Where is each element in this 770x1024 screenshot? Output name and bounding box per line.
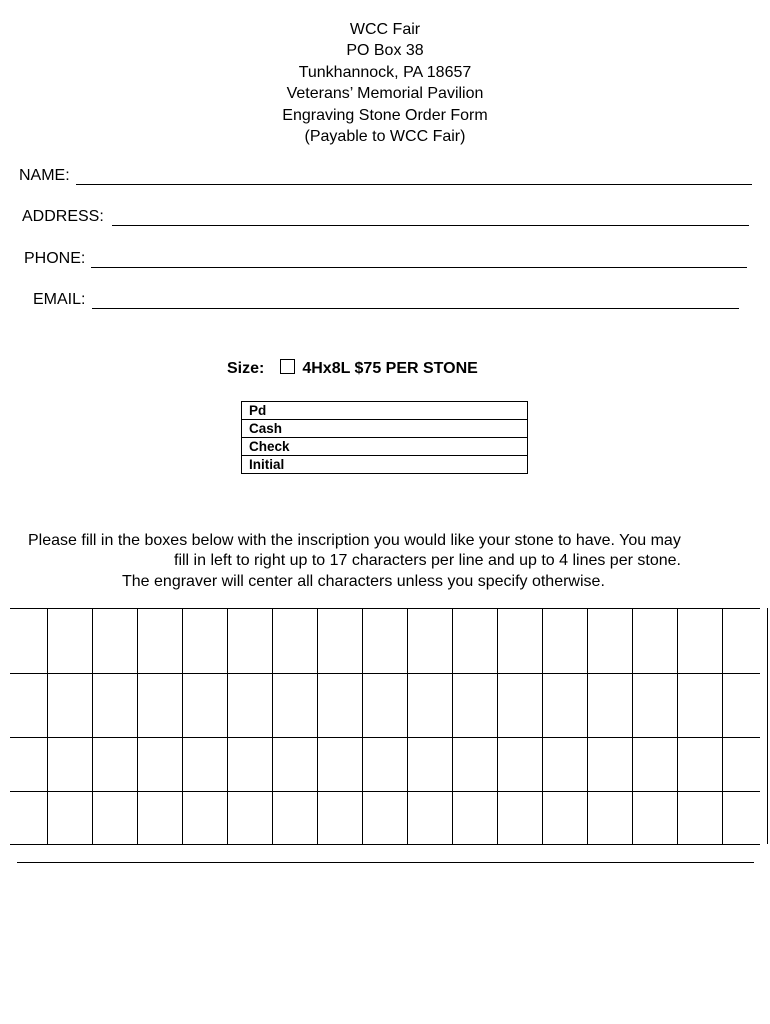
inscription-cell[interactable] <box>138 674 182 737</box>
inscription-cell[interactable] <box>93 738 137 791</box>
inscription-cell[interactable] <box>408 674 452 737</box>
inscription-cell[interactable] <box>543 792 587 844</box>
inscription-cell[interactable] <box>543 674 587 737</box>
inscription-cell[interactable] <box>183 738 227 791</box>
inscription-cell[interactable] <box>183 792 227 844</box>
inscription-cell[interactable] <box>138 609 182 673</box>
inscription-cell[interactable] <box>498 609 542 673</box>
inscription-cell[interactable] <box>678 738 722 791</box>
inscription-cell[interactable] <box>498 792 542 844</box>
inscription-cell[interactable] <box>183 609 227 673</box>
inscription-cell[interactable] <box>48 674 92 737</box>
inscription-cell[interactable] <box>363 738 407 791</box>
inscription-cell[interactable] <box>633 738 677 791</box>
inscription-grid <box>10 608 760 844</box>
email-label: EMAIL: <box>33 291 86 308</box>
inscription-cell[interactable] <box>588 792 632 844</box>
inscription-cell[interactable] <box>363 674 407 737</box>
inscription-cell[interactable] <box>723 738 767 791</box>
inscription-cell[interactable] <box>363 609 407 673</box>
inscription-cell[interactable] <box>453 792 497 844</box>
inscription-cell[interactable] <box>273 674 317 737</box>
inscription-cell[interactable] <box>678 609 722 673</box>
phone-line[interactable] <box>91 267 747 268</box>
inscription-cell[interactable] <box>318 609 362 673</box>
inscription-cell[interactable] <box>408 609 452 673</box>
table-row <box>242 402 528 420</box>
inscription-cell[interactable] <box>318 674 362 737</box>
address-label: ADDRESS: <box>22 208 104 225</box>
inscription-cell[interactable] <box>723 609 767 673</box>
org-name: WCC Fair <box>349 21 421 38</box>
inscription-cell[interactable] <box>228 792 272 844</box>
instructions-line-2: fill in left to right up to 17 characters per line and up to 4 lines per stone. <box>174 552 681 569</box>
inscription-cell[interactable] <box>543 609 587 673</box>
check-cell[interactable]: Check <box>242 438 528 456</box>
inscription-cell[interactable] <box>93 674 137 737</box>
inscription-cell[interactable] <box>48 609 92 673</box>
size-checkbox[interactable] <box>280 359 295 374</box>
inscription-cell[interactable] <box>543 738 587 791</box>
inscription-cell[interactable] <box>498 674 542 737</box>
address-field[interactable] <box>22 207 749 229</box>
inscription-cell[interactable] <box>228 738 272 791</box>
pd-cell[interactable]: Pd <box>242 402 528 420</box>
inscription-cell[interactable] <box>273 609 317 673</box>
form-header <box>0 19 770 147</box>
inscription-cell[interactable] <box>138 792 182 844</box>
inscription-cell[interactable] <box>453 738 497 791</box>
inscription-cell[interactable] <box>633 792 677 844</box>
city-state-zip: Tunkhannock, PA 18657 <box>298 63 472 81</box>
inscription-cell[interactable] <box>228 609 272 673</box>
inscription-cell[interactable] <box>408 792 452 844</box>
inscription-cell[interactable] <box>633 609 677 673</box>
name-line[interactable] <box>76 184 752 185</box>
inscription-cell[interactable] <box>588 738 632 791</box>
inscription-cell[interactable] <box>633 674 677 737</box>
inscription-cell[interactable] <box>318 792 362 844</box>
address-line[interactable] <box>112 225 749 226</box>
inscription-cell[interactable] <box>93 792 137 844</box>
inscription-cell[interactable] <box>588 609 632 673</box>
venue-name: Veterans’ Memorial Pavilion <box>286 85 484 103</box>
po-box: PO Box 38 <box>346 42 424 60</box>
inscription-cell[interactable] <box>93 609 137 673</box>
inscription-cell[interactable] <box>363 792 407 844</box>
inscription-cell[interactable] <box>273 738 317 791</box>
inscription-cell[interactable] <box>723 792 767 844</box>
size-option-label: 4Hx8L $75 PER STONE <box>302 360 478 377</box>
inscription-cell[interactable] <box>678 792 722 844</box>
size-label: Size: <box>227 360 265 377</box>
payment-table <box>241 401 528 474</box>
email-line[interactable] <box>92 308 739 309</box>
name-field[interactable] <box>19 166 752 188</box>
inscription-cell[interactable] <box>453 674 497 737</box>
inscription-cell[interactable] <box>318 738 362 791</box>
inscription-cell[interactable] <box>48 792 92 844</box>
payable-note: (Payable to WCC Fair) <box>304 128 466 146</box>
instructions-line-1: Please fill in the boxes below with the inscription you would like your stone to have. You may <box>28 532 681 549</box>
table-row <box>242 456 528 474</box>
inscription-cell[interactable] <box>498 738 542 791</box>
bottom-rule <box>17 862 754 863</box>
phone-label: PHONE: <box>24 250 86 267</box>
form-title: Engraving Stone Order Form <box>282 106 488 124</box>
inscription-cell[interactable] <box>273 792 317 844</box>
email-field[interactable] <box>33 290 739 312</box>
inscription-cell[interactable] <box>138 738 182 791</box>
inscription-cell[interactable] <box>228 674 272 737</box>
inscription-cell[interactable] <box>48 738 92 791</box>
initial-cell[interactable]: Initial <box>242 456 528 474</box>
inscription-cell[interactable] <box>408 738 452 791</box>
name-label: NAME: <box>19 167 70 184</box>
inscription-cell[interactable] <box>183 674 227 737</box>
phone-field[interactable] <box>24 249 747 271</box>
grid-column-line <box>767 608 768 844</box>
size-row <box>227 358 478 380</box>
grid-row-line <box>10 844 760 845</box>
cash-cell[interactable]: Cash <box>242 420 528 438</box>
inscription-cell[interactable] <box>588 674 632 737</box>
inscription-cell[interactable] <box>723 674 767 737</box>
instructions-line-3: The engraver will center all characters unless you specify otherwise. <box>122 573 605 590</box>
inscription-cell[interactable] <box>453 609 497 673</box>
table-row <box>242 420 528 438</box>
inscription-cell[interactable] <box>678 674 722 737</box>
table-row <box>242 438 528 456</box>
